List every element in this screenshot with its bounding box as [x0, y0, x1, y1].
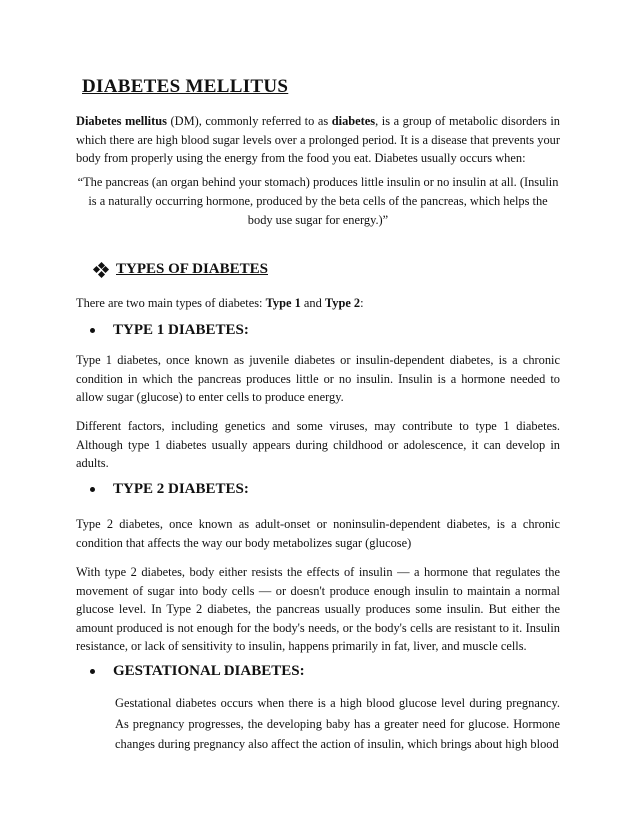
intro-term: Diabetes mellitus	[76, 114, 167, 128]
gestational-heading	[90, 663, 305, 680]
type2-paragraph-2: With type 2 diabetes, body either resists the effects of insulin — a hormone that regulates the movement of sugar into body cells — or doesn't produce enough insulin to maintain a normal glucose level. In Type 2 diabetes, the pancreas usually produces some insulin. But either the amount produced is not enough for the body's needs, or the body's cells are resistant to it. Insulin resistance, or lack of sensitivity to insulin, happens primarily in fat, liver, and muscle cells.	[76, 565, 560, 653]
bullet-dot-icon	[90, 487, 95, 492]
types-intro-colon: :	[360, 296, 364, 310]
type2-term: Type 2	[324, 296, 361, 310]
type1-heading	[90, 322, 249, 339]
gestational-heading-text: GESTATIONAL DIABETES:	[113, 663, 305, 679]
intro-paragraph	[76, 112, 560, 168]
types-heading-text: TYPES OF DIABETES	[116, 261, 268, 277]
types-intro-and: and	[300, 296, 325, 310]
type1-term: Type 1	[265, 296, 301, 310]
types-intro-text: There are two main types of diabetes:	[76, 296, 266, 310]
type1-paragraph-2: Different factors, including genetics and some viruses, may contribute to type 1 diabetes. Although type 1 diabetes usually appears during childhood or adolescence, it can develop in adults.	[76, 419, 560, 470]
type2-paragraph-1: Type 2 diabetes, once known as adult-onset or noninsulin-dependent diabetes, is a chronic condition that affects the way our body metabolizes sugar (glucose)	[76, 517, 560, 550]
type2-heading-text: TYPE 2 DIABETES:	[113, 481, 249, 497]
type2-heading	[90, 481, 249, 498]
types-section-heading	[94, 261, 268, 278]
type1-heading-text: TYPE 1 DIABETES:	[113, 322, 249, 338]
document-title: DIABETES MELLITUS	[82, 76, 289, 97]
intro-term-2: diabetes	[331, 114, 376, 128]
type1-paragraph-1: Type 1 diabetes, once known as juvenile diabetes or insulin-dependent diabetes, is a chronic condition in which the pancreas produces little or no insulin. Insulin is a hormone needed to allow sugar (glucose) to enter cells to produce energy.	[76, 353, 560, 404]
intro-text-1: (DM), commonly referred to as	[166, 114, 332, 128]
four-diamond-bullet-icon	[94, 263, 108, 277]
definition-quote: “The pancreas (an organ behind your stomach) produces little insulin or no insulin at all. (Insulin is a naturally occurring hormone, produced by the beta cells of the pancreas, which helps the body use sugar for energy.)”	[77, 175, 559, 227]
gestational-paragraph: Gestational diabetes occurs when there is a high blood glucose level during pregnancy. As pregnancy progresses, the developing baby has a greater need for glucose. Hormone changes during pregnancy also affect the action of insulin, which brings about high blood	[115, 696, 560, 751]
bullet-dot-icon	[90, 328, 95, 333]
intro-text-2: , is a group of metabolic disorders in which there are high blood sugar levels over a prolonged period. It is a disease that prevents your body from properly using the energy from the food you eat. Diabetes usually occurs when:	[76, 114, 560, 165]
bullet-dot-icon	[90, 669, 95, 674]
types-intro	[76, 294, 560, 313]
